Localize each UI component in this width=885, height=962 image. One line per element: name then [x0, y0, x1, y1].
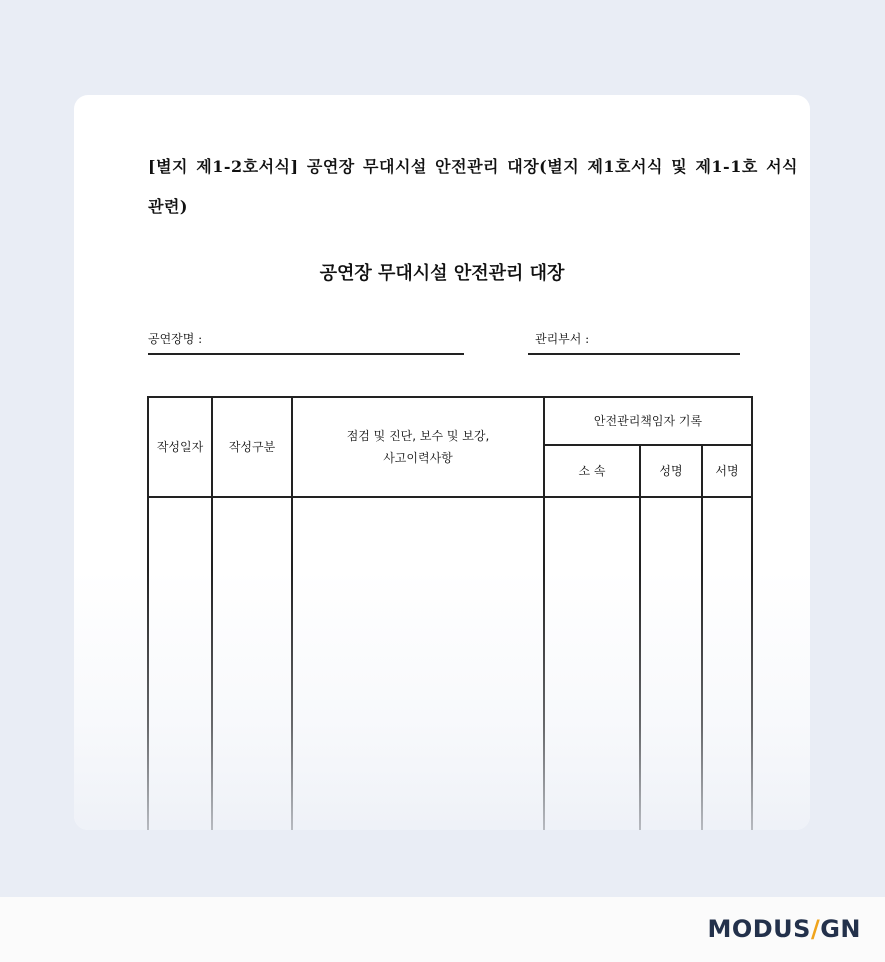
document-card [74, 95, 810, 830]
header-name: 성명 [640, 445, 702, 497]
footer-bar [0, 897, 885, 962]
table-row [148, 497, 752, 830]
cell-affiliation[interactable] [544, 497, 640, 830]
department-label: 관리부서 : [535, 332, 590, 346]
venue-name-label: 공연장명 : [148, 332, 203, 346]
cell-signature[interactable] [702, 497, 752, 830]
department-line [528, 353, 740, 355]
header-affiliation: 소 속 [544, 445, 640, 497]
document-title: 공연장 무대시설 안전관리 대장 [319, 263, 565, 284]
venue-name-line [148, 353, 464, 355]
header-details-line2: 사고이력사항 [383, 451, 453, 465]
header-type: 작성구분 [212, 397, 292, 497]
header-details [292, 397, 544, 497]
cell-date[interactable] [148, 497, 212, 830]
header-details-line1: 점검 및 진단, 보수 및 보강, [346, 429, 490, 443]
brand-logo: MODUS/GN [707, 915, 861, 943]
header-date: 작성일자 [148, 397, 212, 497]
header-manager-group: 안전관리책임자 기록 [544, 397, 752, 445]
cell-details[interactable] [292, 497, 544, 830]
cell-type[interactable] [212, 497, 292, 830]
form-heading: [별지 제1-2호서식] 공연장 무대시설 안전관리 대장(별지 제1호서식 및 제1-1호 서식 관련) [148, 157, 798, 216]
table-header-row [148, 397, 752, 445]
header-signature: 서명 [702, 445, 752, 497]
safety-ledger-table [147, 396, 753, 830]
cell-name[interactable] [640, 497, 702, 830]
